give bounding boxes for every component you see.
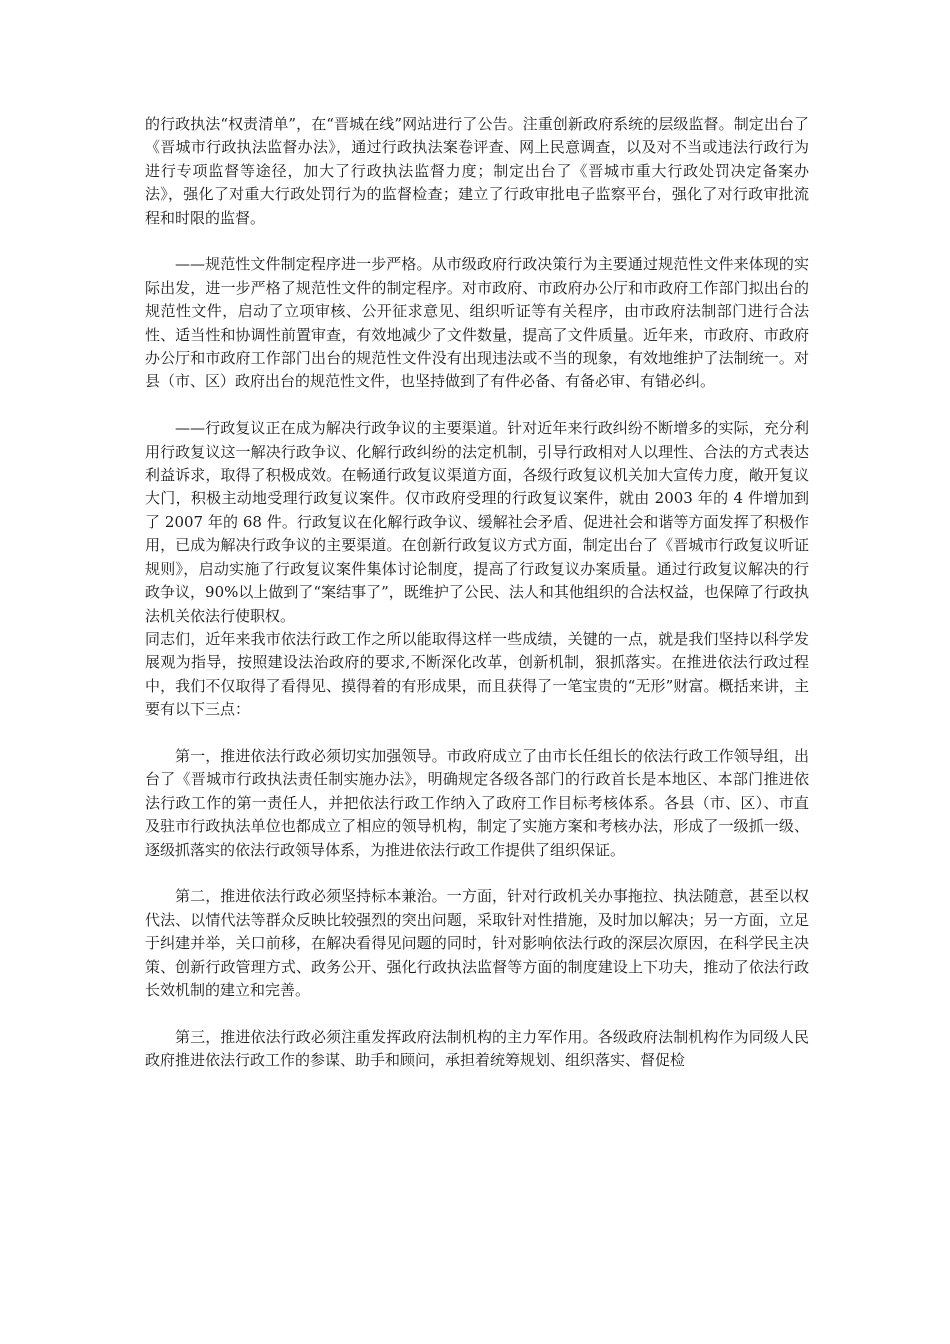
- document-body: [145, 113, 809, 1073]
- paragraph-first-point: 第一，推进依法行政必须切实加强领导。市政府成立了由市长任组长的依法行政工作领导组，出台了《晋城市行政执法责任制实施办法》，明确规定各级各部门的行政首长是本地区、本部门推进依法行政工作的第一责任人，并把依法行政工作纳入了政府工作目标考核体系。各县（市、区）、市直及驻市行政执法单位也都成立了相应的领导机构，制定了实施方案和考核办法，形成了一级抓一级、逐级抓落实的依法行政领导体系，为推进依法行政工作提供了组织保证。: [145, 746, 809, 859]
- paragraph-normative-documents: ——规范性文件制定程序进一步严格。从市级政府行政决策行为主要通过规范性文件来体现的实际出发，进一步严格了规范性文件的制定程序。对市政府、市政府办公厅和市政府工作部门拟出台的规范性文件，启动了立项审核、公开征求意见、组织听证等有关程序，由市政府法制部门进行合法性、适当性和协调性前置审查，有效地减少了文件数量，提高了文件质量。近年来，市政府、市政府办公厅和市政府工作部门出台的规范性文件没有出现违法或不当的现象，有效地维护了法制统一。对县（市、区）政府出台的规范性文件，也坚持做到了有件必备、有备必审、有错必纠。: [145, 255, 809, 391]
- paragraph-summary-intro: 同志们，近年来我市依法行政工作之所以能取得这样一些成绩，关键的一点，就是我们坚持以科学发展观为指导，按照建设法治政府的要求,不断深化改革，创新机制，狠抓落实。在推进依法行政过程中，我们不仅取得了看得见、摸得着的有形成果，而且获得了一笔宝贵的“无形”财富。概括来讲，主要有以下三点：: [145, 629, 809, 719]
- paragraph-administrative-review: ——行政复议正在成为解决行政争议的主要渠道。针对近年来行政纠纷不断增多的实际，充分利用行政复议这一解决行政争议、化解行政纠纷的法定机制，引导行政相对人以理性、合法的方式表达利益诉求，取得了积极成效。在畅通行政复议渠道方面，各级行政复议机关加大宣传力度，敞开复议大门，积极主动地受理行政复议案件。仅市政府受理的行政复议案件，就由 2003 年的 4 件增加到了 2007 年的 68 件。行政复议在化解行政争议、缓解社会矛盾、促进社会和谐等方面发挥了积极作用，已成为解决行政争议的主要渠道。在创新行政复议方式方面，制定出台了《晋城市行政复议听证规则》，启动实施了行政复议案件集体讨论制度，提高了行政复议办案质量。通过行政复议解决的行政争议，90%以上做到了“案结事了”，既维护了公民、法人和其他组织的合法权益，也保障了行政执法机关依法行使职权。: [145, 419, 809, 625]
- paragraph-third-point: 第三，推进依法行政必须注重发挥政府法制机构的主力军作用。各级政府法制机构作为同级人民政府推进依法行政工作的参谋、助手和顾问，承担着统筹规划、组织落实、督促检: [145, 1027, 809, 1070]
- paragraph-supervision: 的行政执法“权责清单”，在“晋城在线”网站进行了公告。注重创新政府系统的层级监督。制定出台了《晋城市行政执法监督办法》，通过行政执法案卷评查、网上民意调查，以及对不当或违法行政行为进行专项监督等途径，加大了行政执法监督力度；制定出台了《晋城市重大行政处罚决定备案办法》，强化了对重大行政处罚行为的监督检查；建立了行政审批电子监察平台，强化了对行政审批流程和时限的监督。: [145, 115, 809, 227]
- paragraph-second-point: 第二，推进依法行政必须坚持标本兼治。一方面，针对行政机关办事拖拉、执法随意，甚至以权代法、以情代法等群众反映比较强烈的突出问题，采取针对性措施，及时加以解决；另一方面，立足于纠建并举，关口前移，在解决看得见问题的同时，针对影响依法行政的深层次原因，在科学民主决策、创新行政管理方式、政务公开、强化行政执法监督等方面的制度建设上下功夫，推动了依法行政长效机制的建立和完善。: [145, 887, 809, 999]
